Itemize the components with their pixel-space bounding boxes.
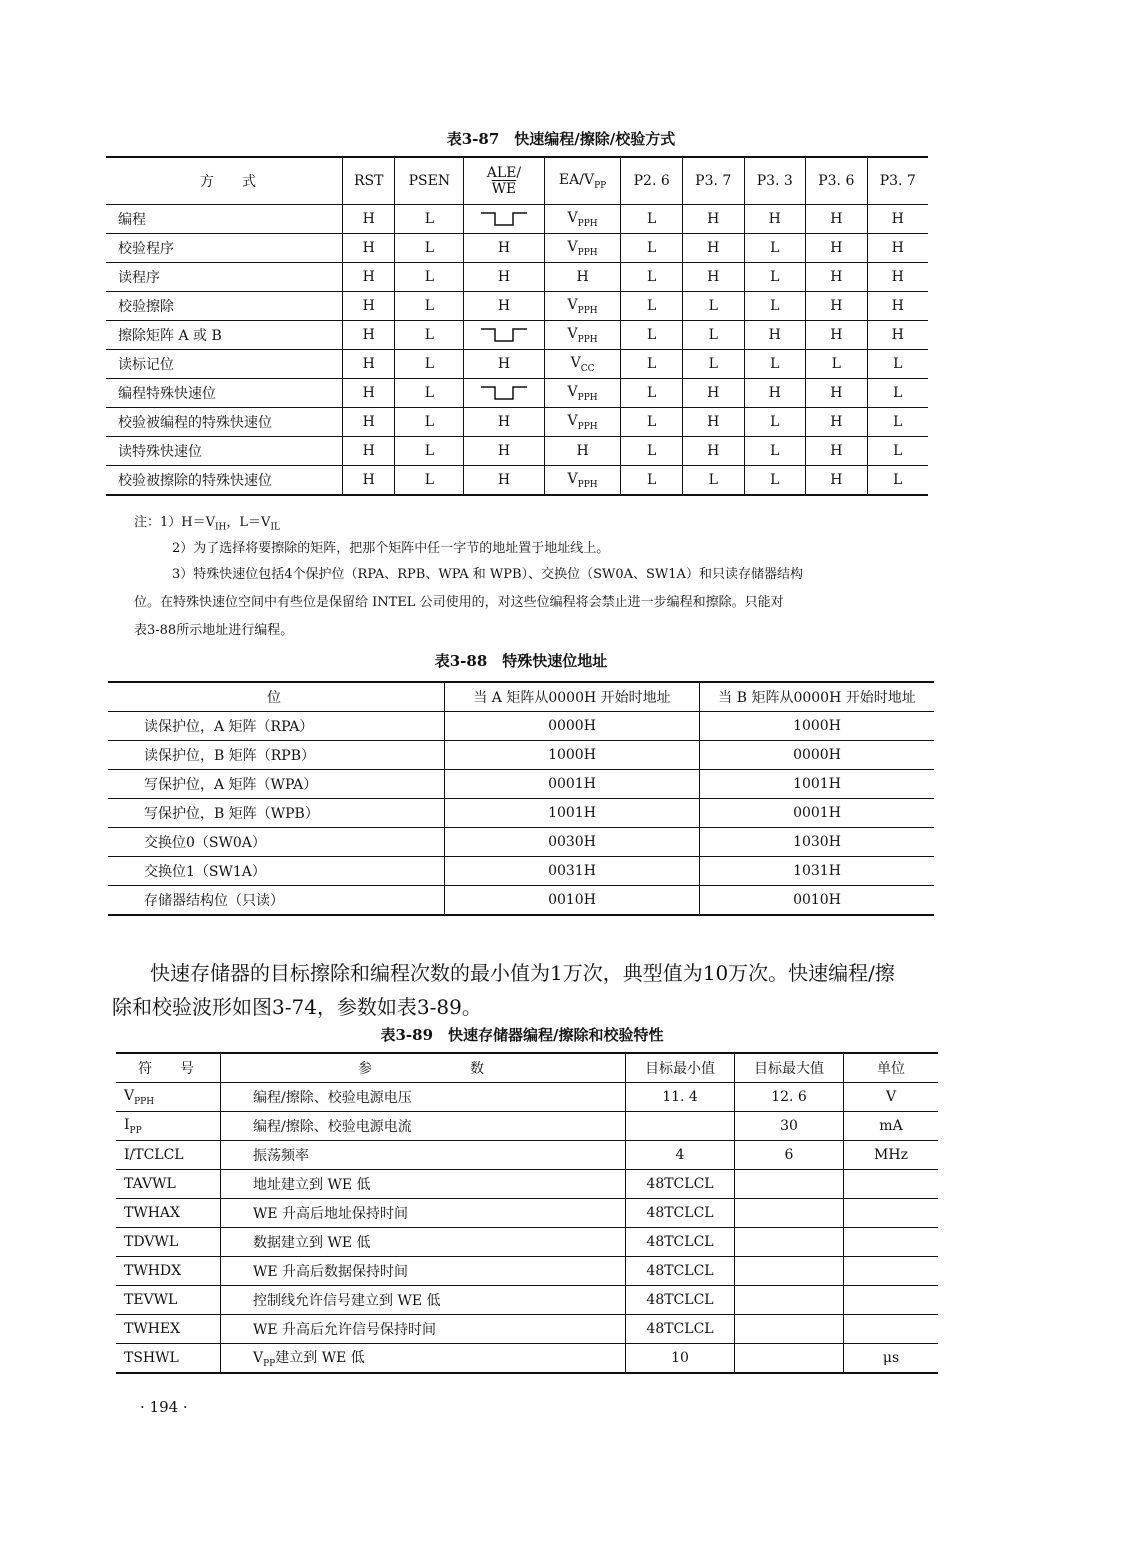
min-cell: 10 <box>626 1344 735 1374</box>
parameter-cell: $V_{PP}$建立到 WE 低 <box>221 1344 626 1374</box>
table-cell: $V_{PPH}$ <box>544 466 621 496</box>
mode-label: 校验被擦除的特殊快速位 <box>106 466 343 496</box>
table-cell: H <box>682 205 744 234</box>
unit-cell: μs <box>844 1344 939 1374</box>
table-row <box>116 1083 938 1112</box>
table-cell: L <box>395 379 464 408</box>
max-cell <box>735 1257 844 1286</box>
header-min: 目标最小值 <box>626 1053 735 1083</box>
mode-label: 读特殊快速位 <box>106 437 343 466</box>
header-addr-b: 当 B 矩阵从0000H 开始时地址 <box>700 682 935 712</box>
table-row <box>106 292 928 321</box>
table-row <box>108 886 934 916</box>
table-cell: H <box>682 437 744 466</box>
table-cell: H <box>343 205 395 234</box>
parameter-cell: WE 升高后地址保持时间 <box>221 1199 626 1228</box>
paragraph-line-2: 除和校验波形如图3-74，参数如表3-89。 <box>112 995 482 1019</box>
table-cell: L <box>621 321 683 350</box>
table-cell: H <box>682 263 744 292</box>
table-cell: L <box>395 321 464 350</box>
table-row <box>108 857 934 886</box>
table-row <box>106 379 928 408</box>
table-cell: L <box>395 292 464 321</box>
table-cell: H <box>343 408 395 437</box>
table-row <box>108 712 934 741</box>
table-3-89 <box>116 1052 938 1374</box>
table-row <box>116 1199 938 1228</box>
bit-label: 写保护位，A 矩阵（WPA） <box>108 770 445 799</box>
table-cell: L <box>744 437 806 466</box>
table-3-88-title: 表3-88 特殊快速位地址 <box>434 652 608 670</box>
pulse-waveform-icon <box>479 384 529 402</box>
header-ea-vpp: $EA/V_{PP}$ <box>544 157 621 205</box>
table-cell: H <box>544 437 621 466</box>
table-cell: L <box>395 408 464 437</box>
table-header-row <box>108 682 934 712</box>
table-cell: L <box>867 437 928 466</box>
table-row <box>108 828 934 857</box>
parameter-cell: 编程/擦除、校验电源电压 <box>221 1083 626 1112</box>
address-cell: 0001H <box>700 799 935 828</box>
note-2: 2）为了选择将要擦除的矩阵，把那个矩阵中任一字节的地址置于地址线上。 <box>172 541 610 556</box>
address-cell: 1001H <box>445 799 700 828</box>
unit-cell <box>844 1228 939 1257</box>
table-cell: L <box>395 437 464 466</box>
table-cell: L <box>621 408 683 437</box>
table-row <box>116 1112 938 1141</box>
max-cell: 6 <box>735 1141 844 1170</box>
header-p3-7b: P3. 7 <box>867 157 928 205</box>
parameter-cell: 控制线允许信号建立到 WE 低 <box>221 1286 626 1315</box>
note-3-line-2: 位。在特殊快速位空间中有些位是保留给 INTEL 公司使用的，对这些位编程将会禁止进一步编程和擦除。只能对 <box>134 595 784 610</box>
table-cell: H <box>806 408 868 437</box>
parameter-cell: 地址建立到 WE 低 <box>221 1170 626 1199</box>
table-cell <box>464 205 544 234</box>
note-3-line-3: 表3-88所示地址进行编程。 <box>134 623 294 638</box>
paragraph-line-1: 快速存储器的目标擦除和编程次数的最小值为1万次，典型值为10万次。快速编程/擦 <box>150 961 895 985</box>
table-row <box>108 741 934 770</box>
symbol-cell: TWHDX <box>116 1257 221 1286</box>
header-symbol: 符 号 <box>116 1053 221 1083</box>
table-cell: H <box>343 234 395 263</box>
table-cell: H <box>806 321 868 350</box>
table-cell: H <box>343 379 395 408</box>
bit-label: 写保护位，B 矩阵（WPB） <box>108 799 445 828</box>
table-cell: L <box>682 350 744 379</box>
max-cell <box>735 1199 844 1228</box>
table-cell: L <box>744 466 806 496</box>
header-p3-7: P3. 7 <box>682 157 744 205</box>
address-cell: 0010H <box>445 886 700 916</box>
parameter-cell: WE 升高后数据保持时间 <box>221 1257 626 1286</box>
table-cell: $V_{PPH}$ <box>544 321 621 350</box>
table-cell: H <box>806 205 868 234</box>
page-number: · 194 · <box>140 1398 188 1416</box>
parameter-cell: 振荡频率 <box>221 1141 626 1170</box>
header-max: 目标最大值 <box>735 1053 844 1083</box>
table-cell: L <box>621 437 683 466</box>
min-cell: 11. 4 <box>626 1083 735 1112</box>
table-cell: H <box>464 263 544 292</box>
mode-label: 擦除矩阵 A 或 B <box>106 321 343 350</box>
note-3-line-1: 3）特殊快速位包括4个保护位（RPA、RPB、WPA 和 WPB）、交换位（SW0A、SW1A）和只读存储器结构 <box>172 567 803 582</box>
address-cell: 1030H <box>700 828 935 857</box>
symbol-cell: TEVWL <box>116 1286 221 1315</box>
address-cell: 1031H <box>700 857 935 886</box>
table-cell: $V_{CC}$ <box>544 350 621 379</box>
pulse-waveform-icon <box>479 210 529 228</box>
table-cell: H <box>343 350 395 379</box>
table-cell: H <box>464 292 544 321</box>
unit-cell <box>844 1199 939 1228</box>
table-cell: L <box>621 263 683 292</box>
symbol-cell: TSHWL <box>116 1344 221 1374</box>
symbol-cell: TWHAX <box>116 1199 221 1228</box>
table-cell: L <box>744 263 806 292</box>
table-cell: $V_{PPH}$ <box>544 408 621 437</box>
table-cell: H <box>464 234 544 263</box>
address-cell: 1000H <box>445 741 700 770</box>
table-row <box>106 437 928 466</box>
table-row <box>108 799 934 828</box>
table-3-88 <box>108 681 934 916</box>
table-cell: L <box>395 234 464 263</box>
table-cell: H <box>343 466 395 496</box>
min-cell: 48TCLCL <box>626 1315 735 1344</box>
header-p3-3: P3. 3 <box>744 157 806 205</box>
table-cell: L <box>867 466 928 496</box>
address-cell: 0000H <box>700 741 935 770</box>
min-cell: 48TCLCL <box>626 1199 735 1228</box>
table-row <box>106 466 928 496</box>
min-cell: 4 <box>626 1141 735 1170</box>
table-row <box>116 1257 938 1286</box>
header-ale-we <box>464 157 544 205</box>
min-cell <box>626 1112 735 1141</box>
min-cell: 48TCLCL <box>626 1286 735 1315</box>
table-row <box>116 1286 938 1315</box>
table-cell: L <box>395 263 464 292</box>
header-psen: PSEN <box>395 157 464 205</box>
table-cell: H <box>682 379 744 408</box>
unit-cell <box>844 1170 939 1199</box>
table-row <box>116 1228 938 1257</box>
table-cell: L <box>744 234 806 263</box>
table-cell: L <box>682 466 744 496</box>
address-cell: 0001H <box>445 770 700 799</box>
table-cell: H <box>464 437 544 466</box>
address-cell: 0000H <box>445 712 700 741</box>
mode-label: 编程 <box>106 205 343 234</box>
parameter-cell: WE 升高后允许信号保持时间 <box>221 1315 626 1344</box>
symbol-cell: TAVWL <box>116 1170 221 1199</box>
table-3-89-title: 表3-89 快速存储器编程/擦除和校验特性 <box>380 1026 664 1044</box>
max-cell: 30 <box>735 1112 844 1141</box>
table-cell: L <box>621 350 683 379</box>
table-row <box>106 321 928 350</box>
table-cell: L <box>867 379 928 408</box>
bit-label: 读保护位，B 矩阵（RPB） <box>108 741 445 770</box>
bit-label: 存储器结构位（只读） <box>108 886 445 916</box>
header-unit: 单位 <box>844 1053 939 1083</box>
table-cell: L <box>744 292 806 321</box>
table-cell: H <box>343 292 395 321</box>
table-row <box>106 350 928 379</box>
table-cell: H <box>544 263 621 292</box>
header-bit: 位 <box>108 682 445 712</box>
header-rst: RST <box>343 157 395 205</box>
mode-label: 校验被编程的特殊快速位 <box>106 408 343 437</box>
header-parameter: 参 数 <box>221 1053 626 1083</box>
address-cell: 0031H <box>445 857 700 886</box>
max-cell <box>735 1315 844 1344</box>
table-cell: H <box>343 321 395 350</box>
table-cell: H <box>867 292 928 321</box>
header-p3-6: P3. 6 <box>806 157 868 205</box>
table-header-row <box>106 157 928 205</box>
mode-label: 编程特殊快速位 <box>106 379 343 408</box>
unit-cell: V <box>844 1083 939 1112</box>
table-cell: H <box>806 263 868 292</box>
parameter-cell: 编程/擦除、校验电源电流 <box>221 1112 626 1141</box>
table-cell: L <box>744 350 806 379</box>
table-row <box>116 1315 938 1344</box>
max-cell <box>735 1344 844 1374</box>
table-row <box>116 1344 938 1374</box>
symbol-cell: $V_{PPH}$ <box>116 1083 221 1112</box>
parameter-cell: 数据建立到 WE 低 <box>221 1228 626 1257</box>
table-cell: H <box>806 437 868 466</box>
table-cell <box>464 379 544 408</box>
bit-label: 交换位1（SW1A） <box>108 857 445 886</box>
table-header-row <box>116 1053 938 1083</box>
header-ale-label: ALE/ <box>486 165 522 181</box>
table-cell: L <box>621 379 683 408</box>
symbol-cell: $I_{PP}$ <box>116 1112 221 1141</box>
symbol-cell: TDVWL <box>116 1228 221 1257</box>
unit-cell: mA <box>844 1112 939 1141</box>
symbol-cell: TWHEX <box>116 1315 221 1344</box>
table-cell: H <box>867 205 928 234</box>
table-cell: H <box>343 263 395 292</box>
table-cell: H <box>744 321 806 350</box>
unit-cell <box>844 1286 939 1315</box>
table-cell: H <box>806 466 868 496</box>
mode-label: 读标记位 <box>106 350 343 379</box>
max-cell <box>735 1170 844 1199</box>
table-cell: H <box>744 205 806 234</box>
table-cell: H <box>343 437 395 466</box>
header-p2-6: P2. 6 <box>621 157 683 205</box>
table-row <box>106 408 928 437</box>
min-cell: 48TCLCL <box>626 1257 735 1286</box>
header-mode: 方 式 <box>106 157 343 205</box>
min-cell: 48TCLCL <box>626 1228 735 1257</box>
max-cell <box>735 1286 844 1315</box>
mode-label: 校验擦除 <box>106 292 343 321</box>
unit-cell <box>844 1315 939 1344</box>
unit-cell: MHz <box>844 1141 939 1170</box>
table-cell: L <box>806 350 868 379</box>
mode-label: 读程序 <box>106 263 343 292</box>
table-cell: L <box>867 408 928 437</box>
table-cell: L <box>395 466 464 496</box>
table-cell: H <box>867 263 928 292</box>
pulse-waveform-icon <box>479 326 529 344</box>
header-addr-a: 当 A 矩阵从0000H 开始时地址 <box>445 682 700 712</box>
table-cell: L <box>744 408 806 437</box>
address-cell: 0030H <box>445 828 700 857</box>
address-cell: 1000H <box>700 712 935 741</box>
table-row <box>116 1141 938 1170</box>
table-cell: H <box>806 292 868 321</box>
table-cell <box>464 321 544 350</box>
table-cell: H <box>682 408 744 437</box>
table-cell: H <box>806 234 868 263</box>
table-cell: L <box>621 234 683 263</box>
table-cell: H <box>464 466 544 496</box>
table-row <box>108 770 934 799</box>
table-cell: H <box>744 379 806 408</box>
bit-label: 读保护位，A 矩阵（RPA） <box>108 712 445 741</box>
table-cell: H <box>806 379 868 408</box>
table-row <box>116 1170 938 1199</box>
table-cell: $V_{PPH}$ <box>544 379 621 408</box>
bit-label: 交换位0（SW0A） <box>108 828 445 857</box>
table-cell: L <box>395 205 464 234</box>
table-cell: H <box>464 350 544 379</box>
table-cell: L <box>621 466 683 496</box>
table-cell: $V_{PPH}$ <box>544 205 621 234</box>
table-cell: H <box>464 408 544 437</box>
header-we-label: $\overline{WE}$ <box>491 181 517 197</box>
table-cell: H <box>867 234 928 263</box>
symbol-cell: I/TCLCL <box>116 1141 221 1170</box>
table-cell: L <box>682 292 744 321</box>
table-row <box>106 205 928 234</box>
table-3-87-title: 表3-87 快速编程/擦除/校验方式 <box>446 130 676 148</box>
table-cell: H <box>682 234 744 263</box>
table-cell: $V_{PPH}$ <box>544 292 621 321</box>
table-cell: H <box>867 321 928 350</box>
address-cell: 1001H <box>700 770 935 799</box>
mode-label: 校验程序 <box>106 234 343 263</box>
table-row <box>106 234 928 263</box>
address-cell: 0010H <box>700 886 935 916</box>
unit-cell <box>844 1257 939 1286</box>
min-cell: 48TCLCL <box>626 1170 735 1199</box>
table-3-87 <box>106 156 928 496</box>
table-cell: L <box>682 321 744 350</box>
max-cell: 12. 6 <box>735 1083 844 1112</box>
table-cell: $V_{PPH}$ <box>544 234 621 263</box>
note-1: 注：$1)H=V_{IH}$，$L=V_{IL}$ <box>134 515 280 533</box>
table-row <box>106 263 928 292</box>
table-cell: L <box>867 350 928 379</box>
table-cell: L <box>395 350 464 379</box>
table-cell: L <box>621 205 683 234</box>
max-cell <box>735 1228 844 1257</box>
table-cell: L <box>621 292 683 321</box>
